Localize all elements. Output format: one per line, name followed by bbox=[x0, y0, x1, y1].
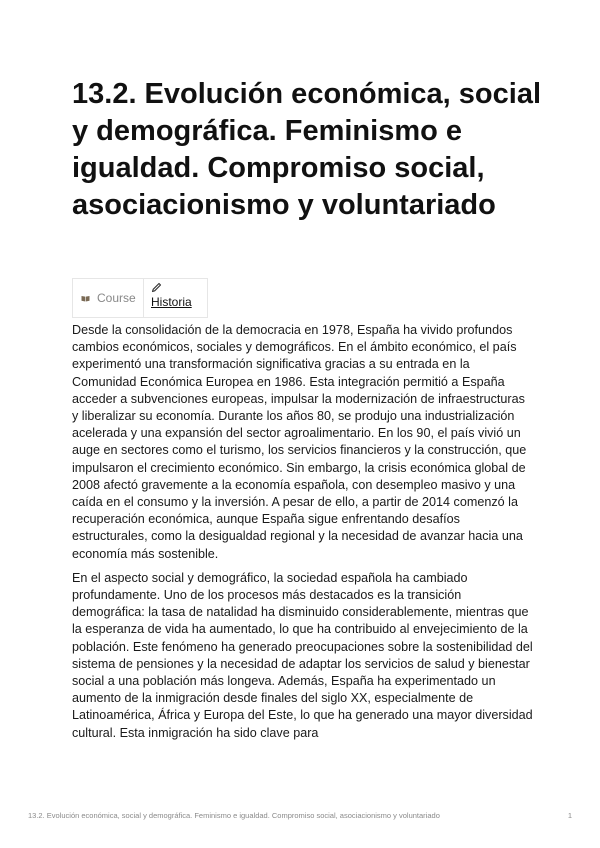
property-value-historia bbox=[144, 279, 208, 317]
book-icon bbox=[81, 295, 90, 302]
footer-title: 13.2. Evolución económica, social y demográfica. Feminismo e igualdad. Compromiso social, asociacionismo y voluntariado bbox=[28, 811, 440, 820]
property-table bbox=[72, 278, 208, 318]
page-footer bbox=[28, 811, 572, 820]
historia-link[interactable]: Historia bbox=[151, 295, 192, 309]
pen-icon bbox=[151, 282, 162, 293]
body-text bbox=[72, 322, 534, 749]
page-number: 1 bbox=[567, 811, 572, 820]
property-key-course bbox=[72, 279, 144, 317]
paragraph: Desde la consolidación de la democracia en 1978, España ha vivido profundos cambios económicos, sociales y demográficos. En el ámbito económico, el país experimentó una transformación significativa gracias a su entrada en la Comunidad Económica Europea en 1986. Esta integración permitió a España acceder a subvenciones europeas, impulsar la modernización de infraestructuras y liberalizar su economía. Durante los años 80, se produjo una industrialización acelerada y una expansión del sector agroalimentario. En los 90, el país vivió un auge en sectores como el turismo, los servicios financieros y la construcción, que impulsaron el crecimiento económico. Sin embargo, la crisis económica global de 2008 afectó gravemente a la economía española, con desempleo masivo y una caída en el consumo y la inversión. A pesar de ello, a partir de 2014 comenzó la recuperación económica, aunque España sigue enfrentando desafíos estructurales, como la desigualdad regional y la necesidad de avanzar hacia una economía más sostenible. bbox=[72, 323, 527, 561]
paragraph: En el aspecto social y demográfico, la sociedad española ha cambiado profundamente. Uno de los procesos más destacados es la transición demográfica: la tasa de natalidad ha disminuido considerablemente, mientras que la esperanza de vida ha aumentado, lo que ha contribuido al envejecimiento de la población. Este fenómeno ha generado preocupaciones sobre la sostenibilidad del sistema de pensiones y la necesidad de adaptar los servicios de salud y bienestar social a una población más longeva. Además, España ha experimentado un aumento de la inmigración desde finales del siglo XX, especialmente de Latinoamérica, África y Europa del Este, lo que ha generado una mayor diversidad cultural. Esta inmigración ha sido clave para bbox=[72, 570, 533, 740]
page-title: 13.2. Evolución económica, social y demográfica. Feminismo e igualdad. Compromiso social, asociacionismo y voluntariado bbox=[72, 78, 542, 221]
property-key-label: Course bbox=[97, 291, 136, 305]
